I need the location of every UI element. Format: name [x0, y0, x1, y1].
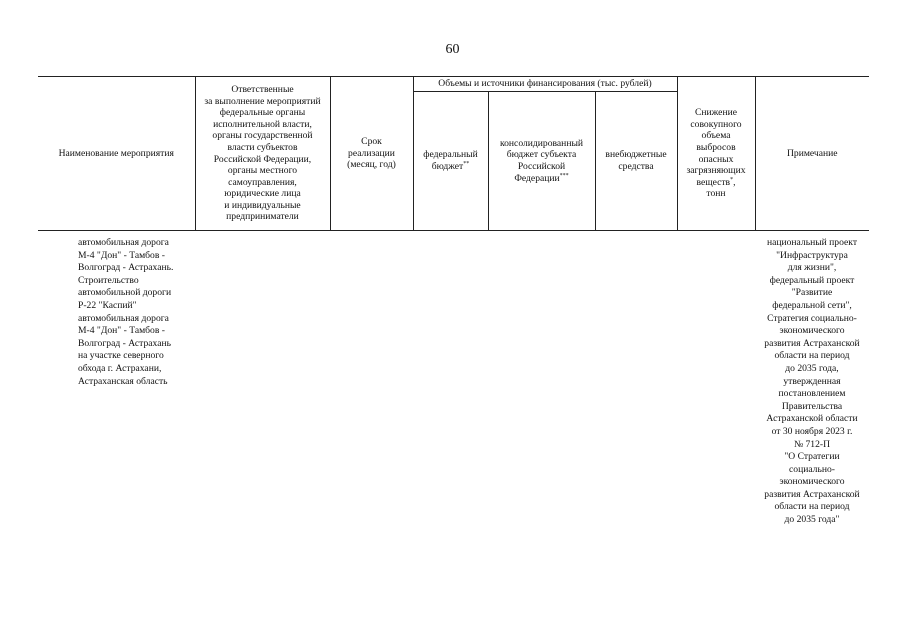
header-federal: федеральный бюджет** — [413, 92, 488, 231]
header-financing: Объемы и источники финансирования (тыс. рублей) — [413, 77, 677, 92]
row-consolidated — [488, 231, 595, 527]
row-name: автомобильная дорога М-4 "Дон" - Тамбов - Волгоград - Астрахань. Строительство автомобильной дороги Р-22 "Каспий" автомобильная дорога М-4 "Дон" - Тамбов - Волгоград - Астрахань на участке северного обхода г. Астрахани, Астраханская область — [78, 237, 174, 387]
row-responsible — [195, 231, 330, 527]
row-extrabudget — [595, 231, 677, 527]
header-reduction: Снижение совокупного объема выбросов опасных загрязняющих веществ*, тонн — [677, 77, 755, 231]
row-note: национальный проект "Инфраструктура для жизни", федеральный проект "Развитие федеральной сети", Стратегия социально- экономического развития Астраханской области на период до 2035 года, утвержденная постановлением Правительства Астраханской области от 30 ноября 2023 г. № 712-П "О Стратегии социально- экономического развития Астраханской области на период до 2035 года" — [764, 237, 860, 526]
consolidated-footnote-mark: *** — [559, 172, 569, 179]
reduction-footnote-mark: * — [730, 176, 734, 183]
row-term — [330, 231, 413, 527]
header-name: Наименование мероприятия — [38, 77, 195, 231]
measures-table — [38, 76, 869, 527]
page-number: 60 — [445, 42, 460, 57]
header-consolidated: консолидированный бюджет субъекта Российской Федерации*** — [488, 92, 595, 231]
table-row — [38, 231, 869, 527]
row-federal — [413, 231, 488, 527]
header-responsible: Ответственные за выполнение мероприятий федеральные органы исполнительной власти, органы государственной власти субъектов Российской Федерации, органы местного самоуправления, юридические лица и индивидуальные предприниматели — [195, 77, 330, 231]
row-reduction — [677, 231, 755, 527]
header-note: Примечание — [755, 77, 869, 231]
header-term: Срок реализации (месяц, год) — [330, 77, 413, 231]
header-extrabudget: внебюджетные средства — [595, 92, 677, 231]
federal-footnote-mark: ** — [463, 160, 470, 167]
